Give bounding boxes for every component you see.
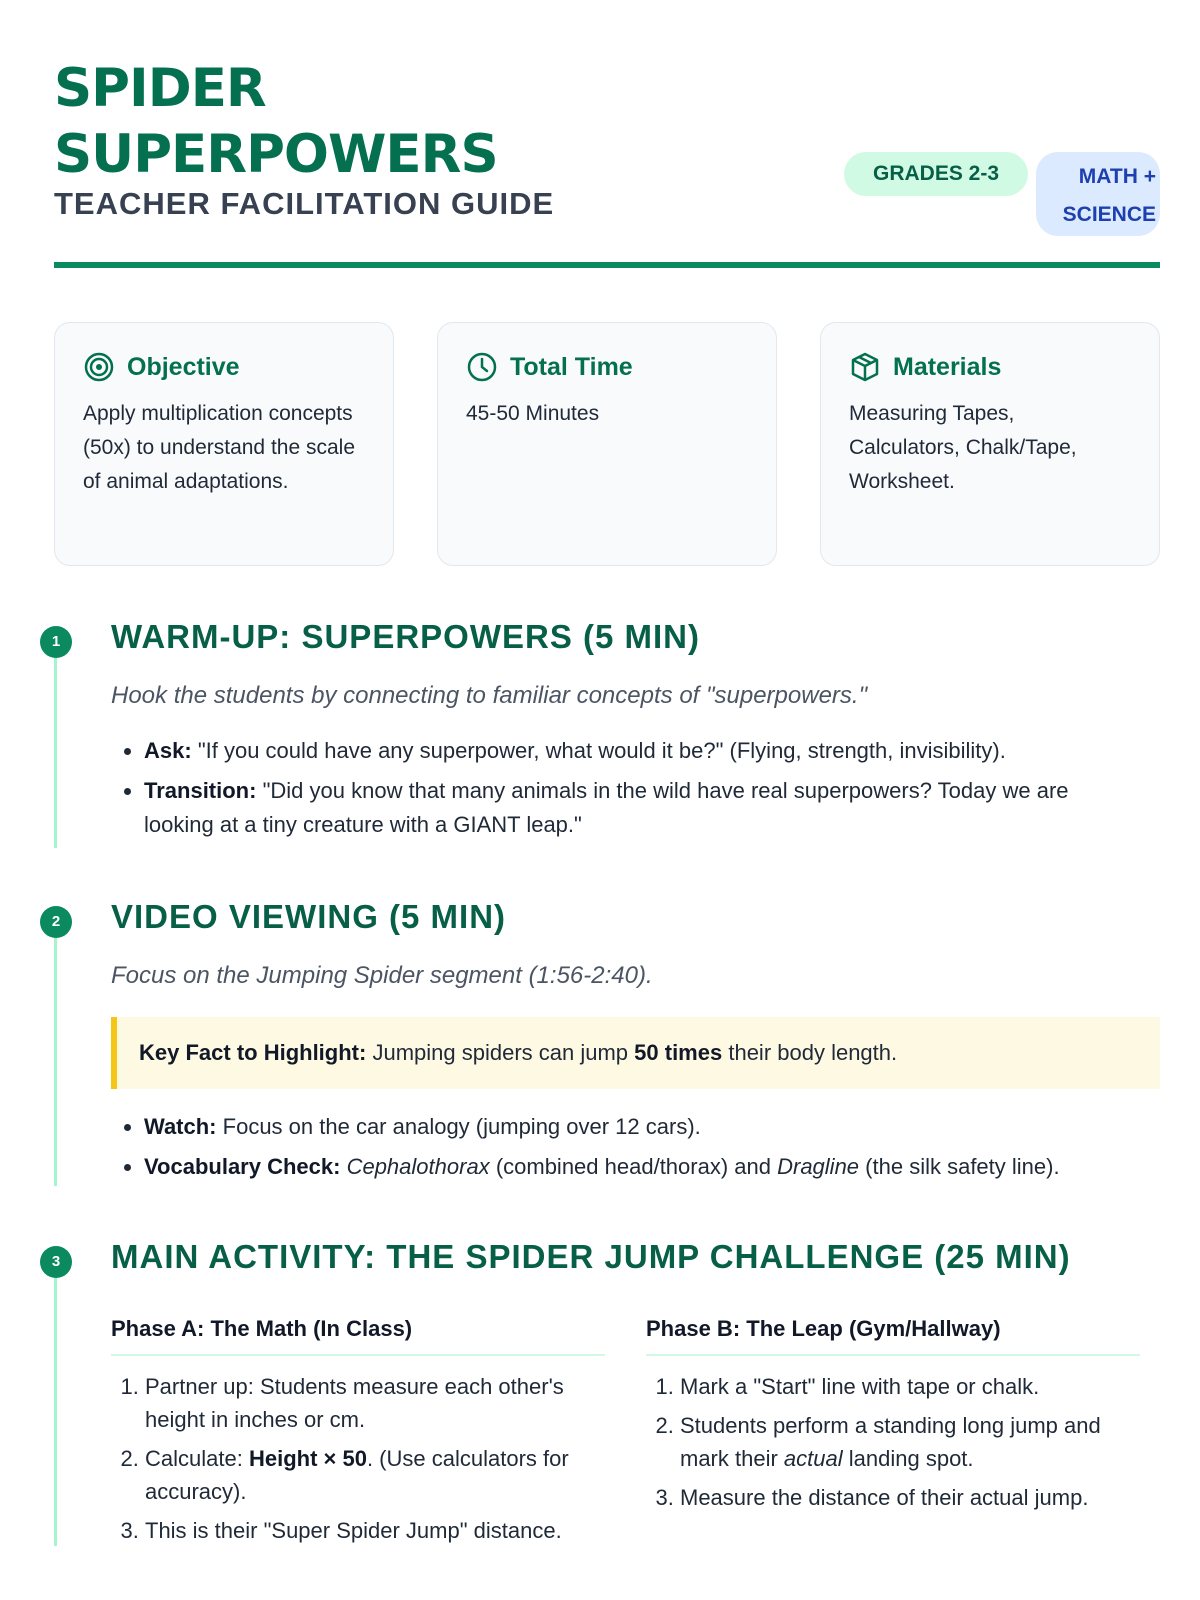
total-time-card-title: Total Time	[510, 352, 633, 381]
timeline-rail	[54, 922, 57, 1186]
subject-badge-line-1: MATH +	[1078, 165, 1156, 188]
target-icon	[83, 351, 115, 383]
section-warm-up	[40, 618, 1160, 848]
step-number: 2	[40, 906, 72, 938]
phase-a	[111, 1316, 605, 1553]
header	[54, 56, 1160, 268]
section-main-activity	[40, 1238, 1160, 1546]
list-item: 2. Students perform a standing long jump and mark their actual landing spot.	[680, 1409, 1140, 1475]
section-title: VIDEO VIEWING (5 MIN)	[111, 898, 507, 935]
objective-card-body: Apply multiplication concepts (50x) to understand the scale of animal adaptations.	[83, 402, 355, 493]
clock-icon	[466, 351, 498, 383]
section-title: MAIN ACTIVITY: THE SPIDER JUMP CHALLENGE (25 MIN)	[111, 1238, 1071, 1275]
list-item: 1. Partner up: Students measure each other's height in inches or cm.	[145, 1370, 605, 1436]
section-intro: Hook the students by connecting to familiar concepts of "superpowers."	[111, 682, 868, 709]
total-time-card	[437, 322, 777, 566]
objective-card	[54, 322, 394, 566]
list-item: • Watch: Focus on the car analogy (jumping over 12 cars).	[144, 1110, 1144, 1144]
section-title: WARM-UP: SUPERPOWERS (5 MIN)	[111, 618, 700, 655]
timeline-rail	[54, 642, 57, 848]
step-number: 1	[40, 626, 72, 658]
page-subtitle: TEACHER FACILITATION GUIDE	[54, 186, 555, 221]
subject-badge-line-2: SCIENCE	[1062, 203, 1156, 226]
bullet-list	[144, 1110, 1144, 1190]
header-divider	[54, 262, 1160, 268]
grades-badge: GRADES 2-3	[844, 152, 1028, 196]
box-icon	[849, 351, 881, 383]
title-line-2: SUPERPOWERS	[54, 124, 498, 185]
phase-b	[646, 1316, 1140, 1520]
subject-badge	[1036, 152, 1160, 236]
key-fact-callout: Key Fact to Highlight: Jumping spiders can jump 50 times their body length.	[111, 1017, 1160, 1089]
phase-a-steps	[111, 1370, 605, 1547]
list-item: 3. Measure the distance of their actual jump.	[680, 1481, 1140, 1514]
list-item: 3. This is their "Super Spider Jump" distance.	[145, 1514, 605, 1547]
phase-a-title: Phase A: The Math (In Class)	[111, 1316, 605, 1356]
materials-card-body: Measuring Tapes, Calculators, Chalk/Tape, Worksheet.	[849, 402, 1077, 493]
materials-card-title: Materials	[893, 352, 1002, 381]
list-item: • Ask: "If you could have any superpower, what would it be?" (Flying, strength, invisibility).	[144, 734, 1144, 768]
info-cards	[54, 322, 1160, 566]
bullet-list	[144, 734, 1144, 848]
section-intro: Focus on the Jumping Spider segment (1:56-2:40).	[111, 962, 653, 989]
timeline-rail	[54, 1262, 57, 1546]
phase-b-title: Phase B: The Leap (Gym/Hallway)	[646, 1316, 1140, 1356]
objective-card-title: Objective	[127, 352, 240, 381]
total-time-card-body: 45-50 Minutes	[466, 402, 600, 425]
list-item: 1. Mark a "Start" line with tape or chalk.	[680, 1370, 1140, 1403]
list-item: 2. Calculate: Height × 50. (Use calculators for accuracy).	[145, 1442, 605, 1508]
phase-b-steps	[646, 1370, 1140, 1514]
step-number: 3	[40, 1246, 72, 1278]
materials-card	[820, 322, 1160, 566]
list-item: • Transition: "Did you know that many animals in the wild have real superpowers? Today we are looking at a tiny creature with a GIANT leap."	[144, 774, 1144, 842]
title-line-1: SPIDER	[54, 58, 266, 119]
section-video-viewing	[40, 898, 1160, 1186]
list-item: • Vocabulary Check: Cephalothorax (combined head/thorax) and Dragline (the silk safety line).	[144, 1150, 1144, 1184]
